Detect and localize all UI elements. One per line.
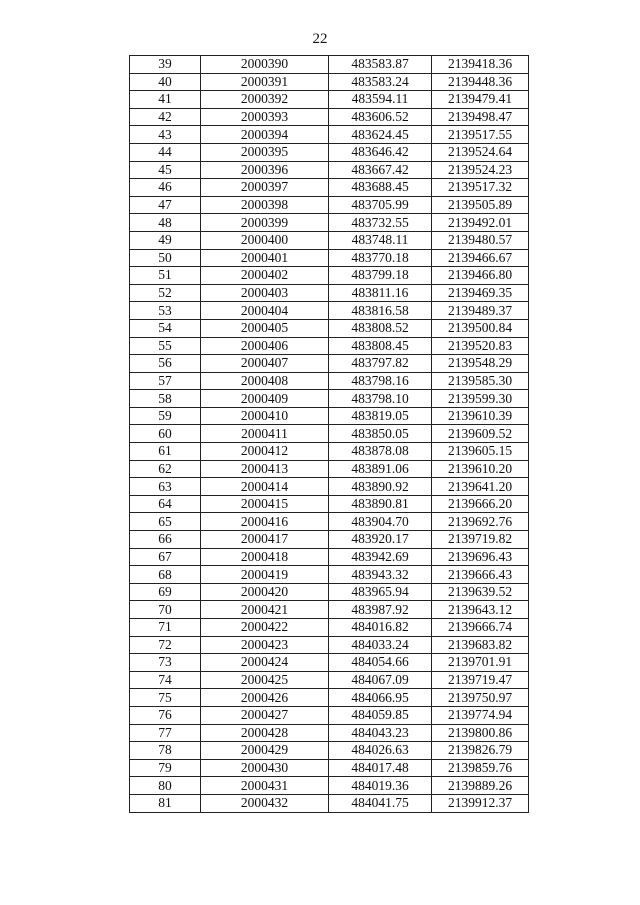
coordinates-table [129,55,529,813]
row-index-cell: 80 [130,777,201,795]
y-coordinate-cell: 2139524.23 [432,161,529,179]
x-coordinate-cell: 483890.92 [329,478,432,496]
table-row [130,548,529,566]
point-id-cell: 2000395 [201,143,329,161]
row-index-cell: 43 [130,126,201,144]
row-index-cell: 67 [130,548,201,566]
point-id-cell: 2000402 [201,267,329,285]
table-row [130,601,529,619]
table-row [130,73,529,91]
x-coordinate-cell: 484067.09 [329,671,432,689]
table-row [130,196,529,214]
point-id-cell: 2000408 [201,372,329,390]
y-coordinate-cell: 2139826.79 [432,742,529,760]
point-id-cell: 2000399 [201,214,329,232]
y-coordinate-cell: 2139641.20 [432,478,529,496]
x-coordinate-cell: 483850.05 [329,425,432,443]
row-index-cell: 50 [130,249,201,267]
row-index-cell: 49 [130,231,201,249]
y-coordinate-cell: 2139750.97 [432,689,529,707]
row-index-cell: 61 [130,443,201,461]
table-row [130,390,529,408]
table-row [130,478,529,496]
x-coordinate-cell: 483624.45 [329,126,432,144]
table-row [130,671,529,689]
table-row [130,319,529,337]
x-coordinate-cell: 483748.11 [329,231,432,249]
table-row [130,91,529,109]
row-index-cell: 41 [130,91,201,109]
row-index-cell: 63 [130,478,201,496]
y-coordinate-cell: 2139418.36 [432,56,529,74]
row-index-cell: 55 [130,337,201,355]
table-row [130,231,529,249]
row-index-cell: 71 [130,619,201,637]
x-coordinate-cell: 483688.45 [329,179,432,197]
table-row [130,636,529,654]
x-coordinate-cell: 484054.66 [329,654,432,672]
y-coordinate-cell: 2139683.82 [432,636,529,654]
point-id-cell: 2000406 [201,337,329,355]
row-index-cell: 57 [130,372,201,390]
y-coordinate-cell: 2139719.82 [432,531,529,549]
point-id-cell: 2000390 [201,56,329,74]
row-index-cell: 64 [130,495,201,513]
y-coordinate-cell: 2139479.41 [432,91,529,109]
table-row [130,495,529,513]
point-id-cell: 2000431 [201,777,329,795]
point-id-cell: 2000415 [201,495,329,513]
table-row [130,355,529,373]
row-index-cell: 60 [130,425,201,443]
y-coordinate-cell: 2139524.64 [432,143,529,161]
row-index-cell: 69 [130,583,201,601]
point-id-cell: 2000412 [201,443,329,461]
y-coordinate-cell: 2139610.20 [432,460,529,478]
x-coordinate-cell: 483594.11 [329,91,432,109]
x-coordinate-cell: 483583.24 [329,73,432,91]
y-coordinate-cell: 2139610.39 [432,407,529,425]
x-coordinate-cell: 483816.58 [329,302,432,320]
point-id-cell: 2000398 [201,196,329,214]
y-coordinate-cell: 2139585.30 [432,372,529,390]
row-index-cell: 39 [130,56,201,74]
point-id-cell: 2000405 [201,319,329,337]
x-coordinate-cell: 483987.92 [329,601,432,619]
x-coordinate-cell: 483798.10 [329,390,432,408]
table-row [130,179,529,197]
y-coordinate-cell: 2139696.43 [432,548,529,566]
x-coordinate-cell: 484017.48 [329,759,432,777]
x-coordinate-cell: 484043.23 [329,724,432,742]
row-index-cell: 73 [130,654,201,672]
y-coordinate-cell: 2139498.47 [432,108,529,126]
table-row [130,513,529,531]
point-id-cell: 2000419 [201,566,329,584]
y-coordinate-cell: 2139912.37 [432,794,529,812]
x-coordinate-cell: 483808.52 [329,319,432,337]
y-coordinate-cell: 2139492.01 [432,214,529,232]
x-coordinate-cell: 483732.55 [329,214,432,232]
table-row [130,337,529,355]
table-row [130,425,529,443]
point-id-cell: 2000422 [201,619,329,637]
point-id-cell: 2000414 [201,478,329,496]
point-id-cell: 2000424 [201,654,329,672]
x-coordinate-cell: 483920.17 [329,531,432,549]
point-id-cell: 2000410 [201,407,329,425]
point-id-cell: 2000396 [201,161,329,179]
x-coordinate-cell: 483943.32 [329,566,432,584]
point-id-cell: 2000428 [201,724,329,742]
point-id-cell: 2000392 [201,91,329,109]
x-coordinate-cell: 483811.16 [329,284,432,302]
row-index-cell: 44 [130,143,201,161]
coordinates-table-body [130,56,529,813]
row-index-cell: 79 [130,759,201,777]
point-id-cell: 2000429 [201,742,329,760]
point-id-cell: 2000407 [201,355,329,373]
y-coordinate-cell: 2139466.80 [432,267,529,285]
table-row [130,531,529,549]
x-coordinate-cell: 483904.70 [329,513,432,531]
y-coordinate-cell: 2139666.74 [432,619,529,637]
row-index-cell: 47 [130,196,201,214]
y-coordinate-cell: 2139692.76 [432,513,529,531]
y-coordinate-cell: 2139701.91 [432,654,529,672]
x-coordinate-cell: 483705.99 [329,196,432,214]
y-coordinate-cell: 2139469.35 [432,284,529,302]
y-coordinate-cell: 2139666.43 [432,566,529,584]
y-coordinate-cell: 2139889.26 [432,777,529,795]
row-index-cell: 56 [130,355,201,373]
point-id-cell: 2000397 [201,179,329,197]
point-id-cell: 2000411 [201,425,329,443]
y-coordinate-cell: 2139666.20 [432,495,529,513]
x-coordinate-cell: 483890.81 [329,495,432,513]
row-index-cell: 75 [130,689,201,707]
table-row [130,161,529,179]
table-row [130,214,529,232]
point-id-cell: 2000401 [201,249,329,267]
table-row [130,267,529,285]
row-index-cell: 53 [130,302,201,320]
table-row [130,706,529,724]
row-index-cell: 52 [130,284,201,302]
table-row [130,249,529,267]
point-id-cell: 2000400 [201,231,329,249]
table-row [130,372,529,390]
table-row [130,583,529,601]
x-coordinate-cell: 483798.16 [329,372,432,390]
y-coordinate-cell: 2139599.30 [432,390,529,408]
table-row [130,407,529,425]
y-coordinate-cell: 2139480.57 [432,231,529,249]
table-row [130,284,529,302]
point-id-cell: 2000403 [201,284,329,302]
row-index-cell: 76 [130,706,201,724]
table-row [130,566,529,584]
y-coordinate-cell: 2139609.52 [432,425,529,443]
table-row [130,742,529,760]
row-index-cell: 81 [130,794,201,812]
table-row [130,794,529,812]
row-index-cell: 70 [130,601,201,619]
table-row [130,126,529,144]
x-coordinate-cell: 484019.36 [329,777,432,795]
y-coordinate-cell: 2139466.67 [432,249,529,267]
y-coordinate-cell: 2139605.15 [432,443,529,461]
y-coordinate-cell: 2139505.89 [432,196,529,214]
row-index-cell: 77 [130,724,201,742]
point-id-cell: 2000416 [201,513,329,531]
y-coordinate-cell: 2139774.94 [432,706,529,724]
y-coordinate-cell: 2139517.55 [432,126,529,144]
y-coordinate-cell: 2139719.47 [432,671,529,689]
point-id-cell: 2000409 [201,390,329,408]
x-coordinate-cell: 484041.75 [329,794,432,812]
x-coordinate-cell: 483770.18 [329,249,432,267]
table-row [130,56,529,74]
row-index-cell: 45 [130,161,201,179]
point-id-cell: 2000423 [201,636,329,654]
y-coordinate-cell: 2139643.12 [432,601,529,619]
y-coordinate-cell: 2139859.76 [432,759,529,777]
x-coordinate-cell: 483819.05 [329,407,432,425]
table-row [130,759,529,777]
point-id-cell: 2000393 [201,108,329,126]
table-row [130,143,529,161]
x-coordinate-cell: 483808.45 [329,337,432,355]
table-row [130,724,529,742]
row-index-cell: 62 [130,460,201,478]
row-index-cell: 74 [130,671,201,689]
point-id-cell: 2000394 [201,126,329,144]
y-coordinate-cell: 2139489.37 [432,302,529,320]
table-row [130,777,529,795]
x-coordinate-cell: 484033.24 [329,636,432,654]
row-index-cell: 48 [130,214,201,232]
row-index-cell: 46 [130,179,201,197]
row-index-cell: 58 [130,390,201,408]
table-row [130,108,529,126]
row-index-cell: 78 [130,742,201,760]
table-row [130,654,529,672]
table-row [130,689,529,707]
point-id-cell: 2000413 [201,460,329,478]
y-coordinate-cell: 2139548.29 [432,355,529,373]
x-coordinate-cell: 484059.85 [329,706,432,724]
row-index-cell: 40 [130,73,201,91]
x-coordinate-cell: 483965.94 [329,583,432,601]
x-coordinate-cell: 484066.95 [329,689,432,707]
page-number: 22 [312,31,328,47]
y-coordinate-cell: 2139800.86 [432,724,529,742]
x-coordinate-cell: 483583.87 [329,56,432,74]
row-index-cell: 65 [130,513,201,531]
table-row [130,443,529,461]
x-coordinate-cell: 483878.08 [329,443,432,461]
x-coordinate-cell: 483667.42 [329,161,432,179]
row-index-cell: 68 [130,566,201,584]
x-coordinate-cell: 483646.42 [329,143,432,161]
y-coordinate-cell: 2139500.84 [432,319,529,337]
x-coordinate-cell: 483606.52 [329,108,432,126]
point-id-cell: 2000426 [201,689,329,707]
x-coordinate-cell: 483797.82 [329,355,432,373]
point-id-cell: 2000404 [201,302,329,320]
table-row [130,460,529,478]
y-coordinate-cell: 2139520.83 [432,337,529,355]
point-id-cell: 2000418 [201,548,329,566]
y-coordinate-cell: 2139639.52 [432,583,529,601]
y-coordinate-cell: 2139448.36 [432,73,529,91]
row-index-cell: 54 [130,319,201,337]
row-index-cell: 51 [130,267,201,285]
row-index-cell: 59 [130,407,201,425]
x-coordinate-cell: 483942.69 [329,548,432,566]
point-id-cell: 2000432 [201,794,329,812]
point-id-cell: 2000421 [201,601,329,619]
point-id-cell: 2000420 [201,583,329,601]
row-index-cell: 66 [130,531,201,549]
point-id-cell: 2000425 [201,671,329,689]
table-row [130,619,529,637]
row-index-cell: 42 [130,108,201,126]
table-row [130,302,529,320]
x-coordinate-cell: 483891.06 [329,460,432,478]
x-coordinate-cell: 484026.63 [329,742,432,760]
point-id-cell: 2000417 [201,531,329,549]
point-id-cell: 2000430 [201,759,329,777]
row-index-cell: 72 [130,636,201,654]
x-coordinate-cell: 484016.82 [329,619,432,637]
x-coordinate-cell: 483799.18 [329,267,432,285]
point-id-cell: 2000391 [201,73,329,91]
point-id-cell: 2000427 [201,706,329,724]
y-coordinate-cell: 2139517.32 [432,179,529,197]
